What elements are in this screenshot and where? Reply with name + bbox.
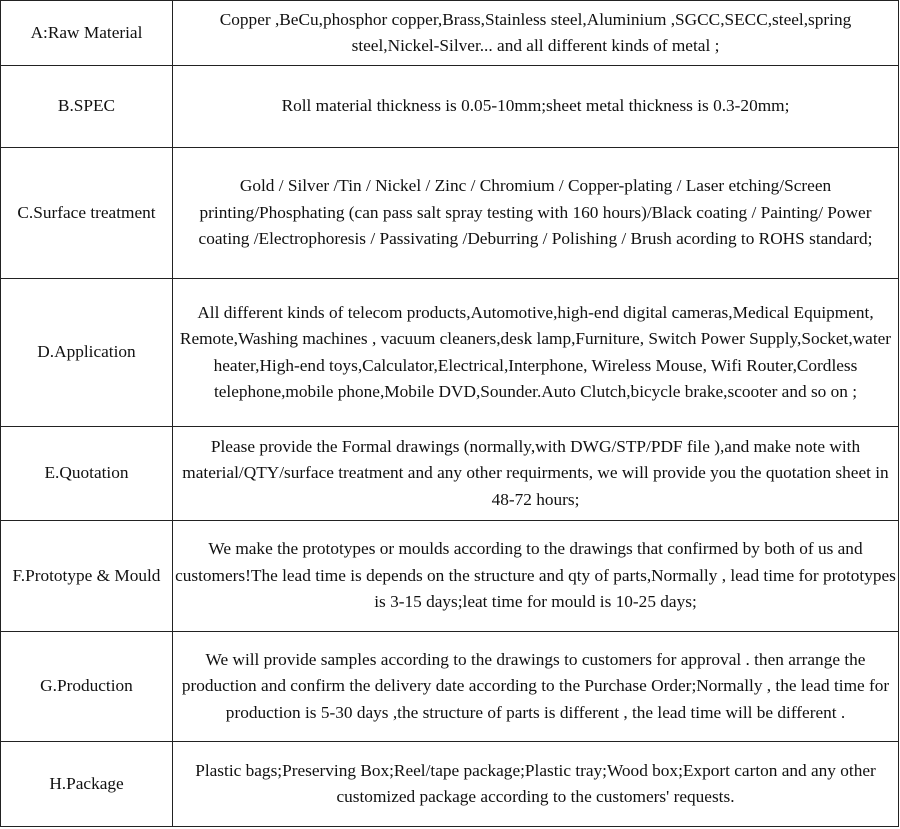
row-description: Copper ,BeCu,phosphor copper,Brass,Stainless steel,Aluminium ,SGCC,SECC,steel,spring steel,Nickel-Silver... and all different kinds of metal ; — [173, 1, 899, 66]
row-description: All different kinds of telecom products,Automotive,high-end digital cameras,Medical Equipment, Remote,Washing machines , vacuum cleaners,desk lamp,Furniture, Switch Power Supply,Socket,water heater,High-end toys,Calculator,Electrical,Interphone, Wireless Mouse, Wifi Router,Cordless telephone,mobile phone,Mobile DVD,Sounder.Auto Clutch,bicycle brake,scooter and so on ; — [173, 279, 899, 427]
table-row — [1, 427, 899, 521]
row-label: A:Raw Material — [1, 1, 173, 66]
row-description: We make the prototypes or moulds according to the drawings that confirmed by both of us and customers!The lead time is depends on the structure and qty of parts,Normally , lead time for prototypes is 3-15 days;leat time for mould is 10-25 days; — [173, 521, 899, 632]
row-description: Please provide the Formal drawings (normally,with DWG/STP/PDF file ),and make note with material/QTY/surface treatment and any other requirments, we will provide you the quotation sheet in 48-72 hours; — [173, 427, 899, 521]
row-label: B.SPEC — [1, 66, 173, 148]
row-description: Gold / Silver /Tin / Nickel / Zinc / Chromium / Copper-plating / Laser etching/Screen printing/Phosphating (can pass salt spray testing with 160 hours)/Black coating / Painting/ Power coating /Electrophoresis / Passivating /Deburring / Polishing / Brush acording to ROHS standard; — [173, 148, 899, 279]
table-row — [1, 521, 899, 632]
row-label: F.Prototype & Mould — [1, 521, 173, 632]
row-description: We will provide samples according to the drawings to customers for approval . then arrange the production and confirm the delivery date according to the Purchase Order;Normally , the lead time for production is 5-30 days ,the structure of parts is different , the lead time will be different . — [173, 632, 899, 742]
table-row — [1, 632, 899, 742]
row-description: Plastic bags;Preserving Box;Reel/tape package;Plastic tray;Wood box;Export carton and any other customized package according to the customers' requests. — [173, 742, 899, 827]
table-row — [1, 1, 899, 66]
row-label: C.Surface treatment — [1, 148, 173, 279]
table-row — [1, 742, 899, 827]
table-row — [1, 66, 899, 148]
row-label: E.Quotation — [1, 427, 173, 521]
row-label: G.Production — [1, 632, 173, 742]
row-label: D.Application — [1, 279, 173, 427]
table-row — [1, 148, 899, 279]
row-label: H.Package — [1, 742, 173, 827]
row-description: Roll material thickness is 0.05-10mm;sheet metal thickness is 0.3-20mm; — [173, 66, 899, 148]
table-row — [1, 279, 899, 427]
